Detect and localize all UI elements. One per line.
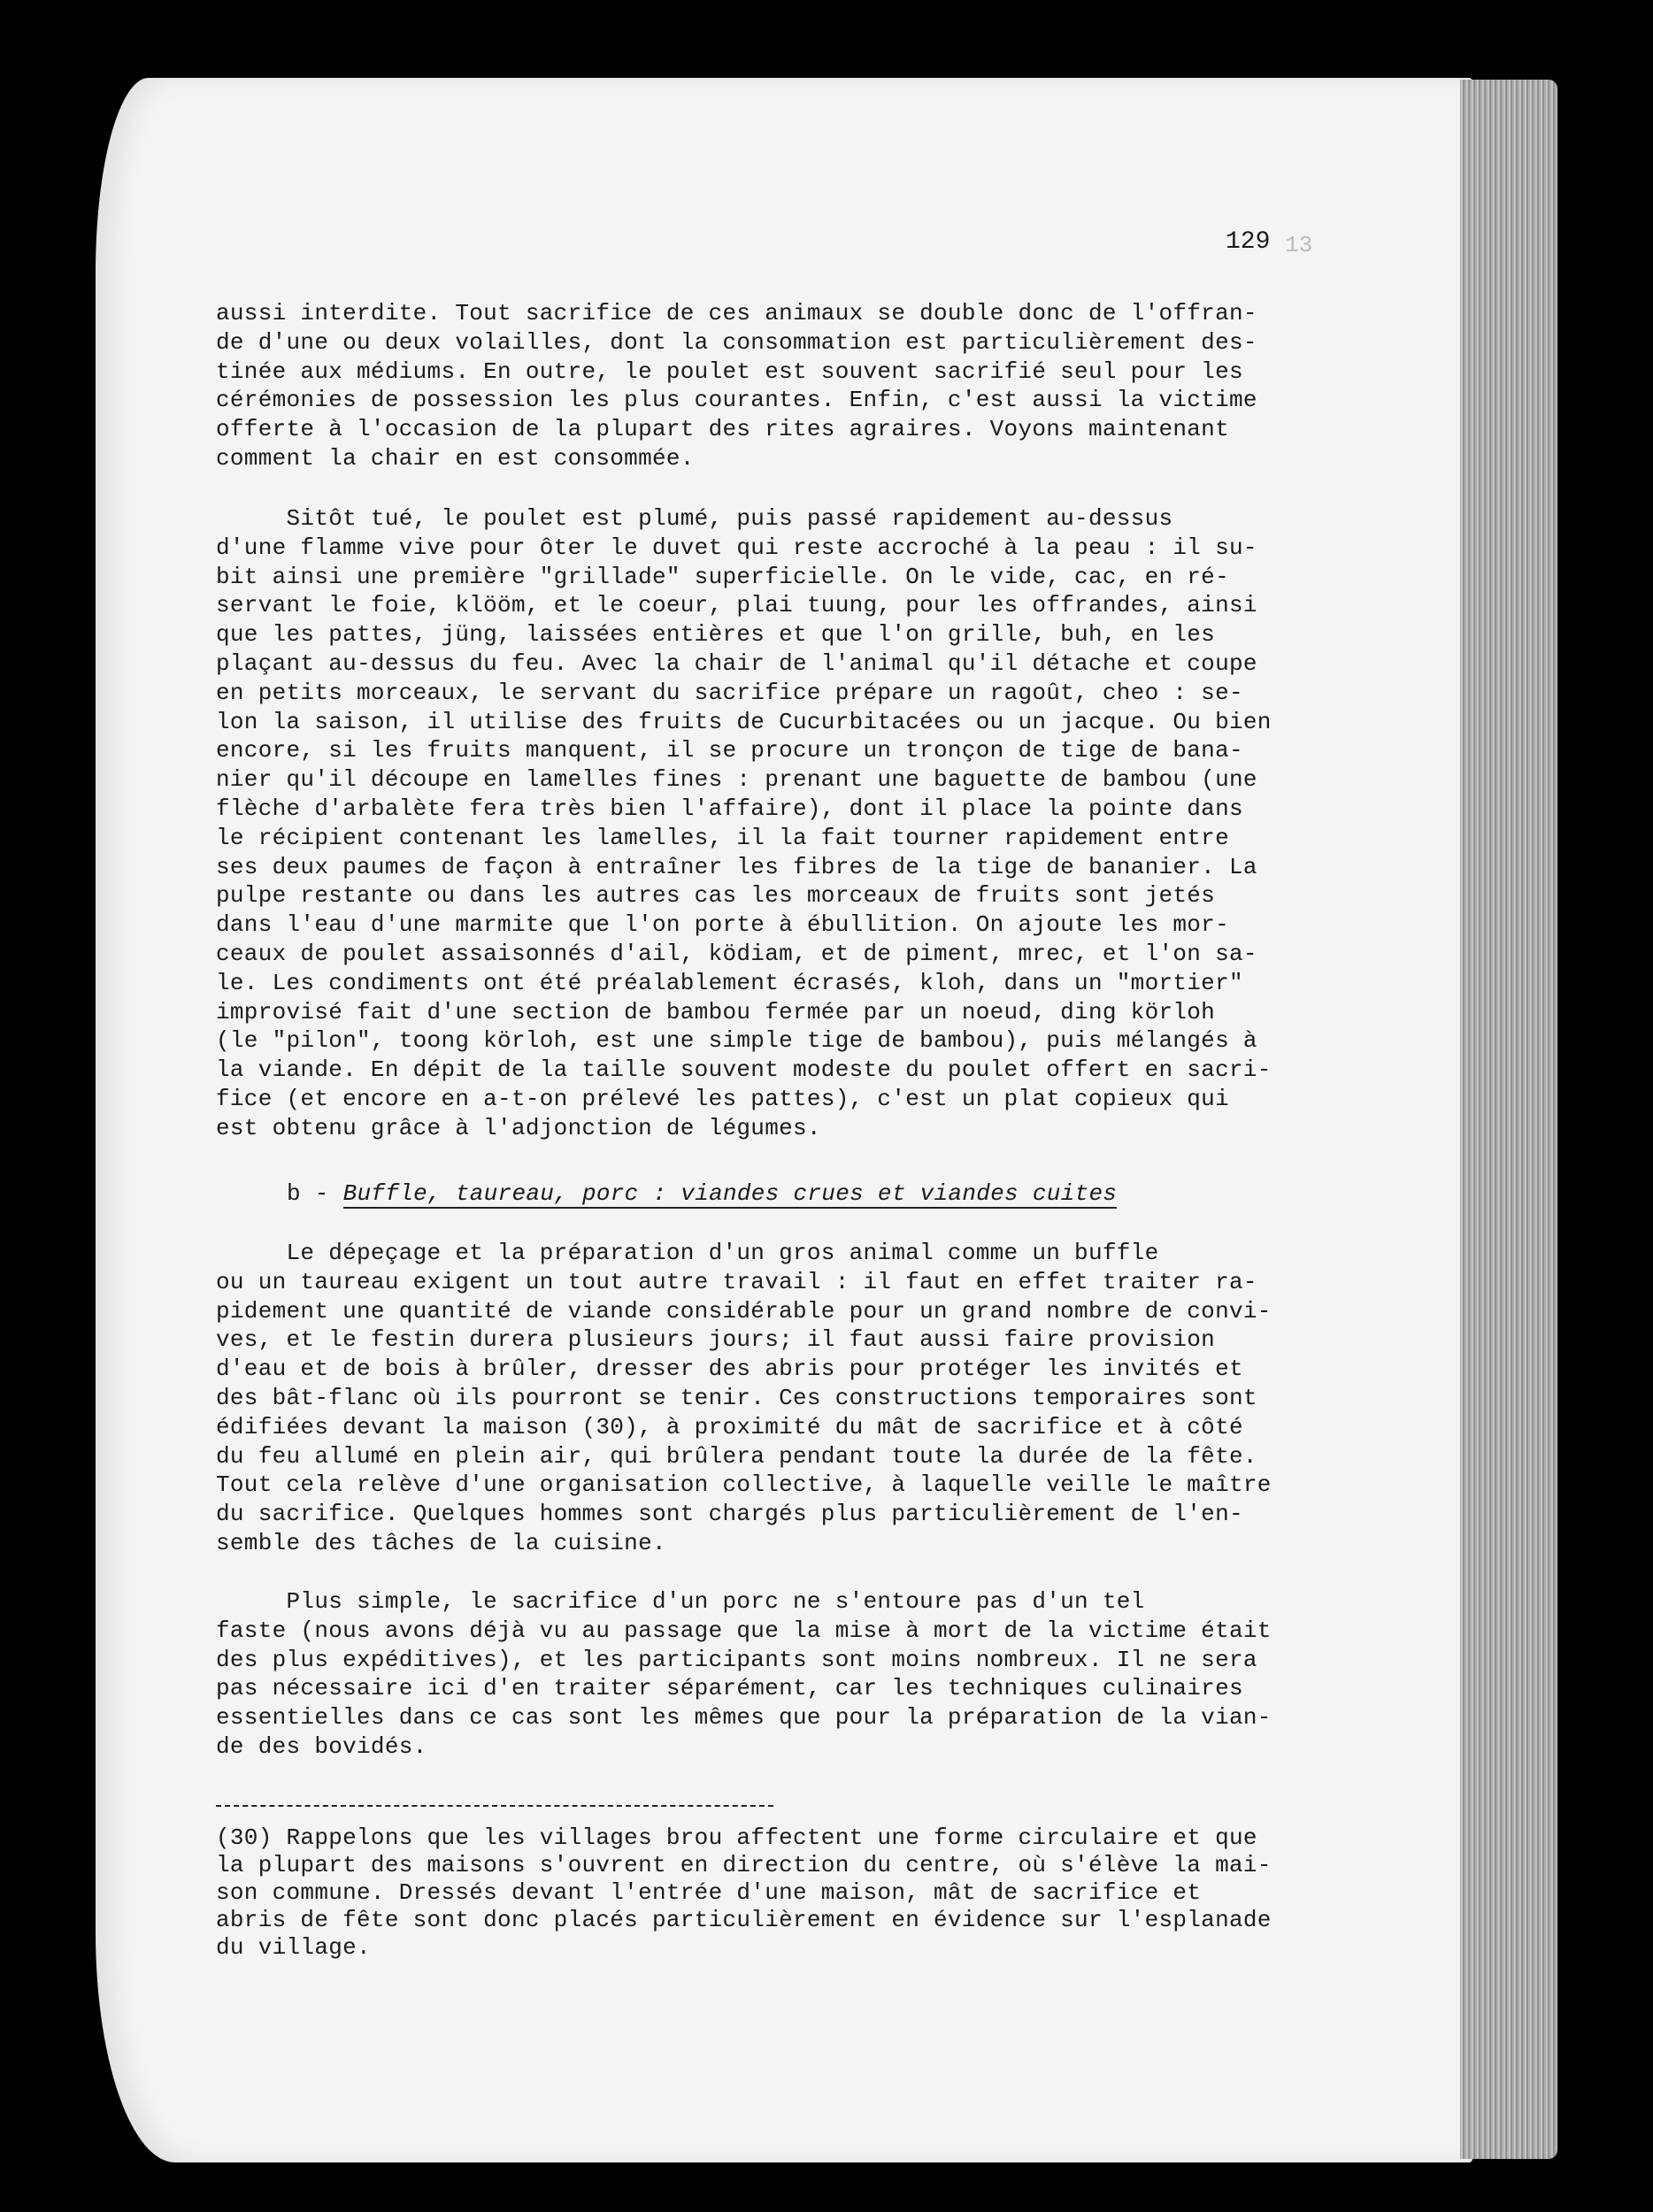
text-line: d'une flamme vive pour ôter le duvet qui reste accroché à la peau : il su- <box>216 534 1257 561</box>
text-line: Le dépeçage et la préparation d'un gros animal comme un buffle <box>216 1240 1159 1266</box>
text-line: servant le foie, klööm, et le coeur, plai tuung, pour les offrandes, ainsi <box>216 592 1257 619</box>
text-line: fice (et encore en a-t-on prélevé les pattes), c'est un plat copieux qui <box>216 1085 1229 1112</box>
text-line: tinée aux médiums. En outre, le poulet est souvent sacrifié seul pour les <box>216 357 1243 385</box>
text-line: pas nécessaire ici d'en traiter séparément, car les techniques culinaires <box>216 1675 1243 1702</box>
text-line: comment la chair en est consommée. <box>216 444 695 472</box>
page-number: 129 <box>1226 228 1271 256</box>
text-line: (le "pilon", toong körloh, est une simple tige de bambou), puis mélangés à <box>216 1027 1257 1055</box>
text-line: d'eau et de bois à brûler, dresser des abris pour protéger les invités et <box>216 1356 1243 1383</box>
text-line: Tout cela relève d'une organisation collective, à laquelle veille le maître <box>216 1471 1272 1499</box>
text-line: est obtenu grâce à l'adjonction de légumes. <box>216 1114 821 1141</box>
text-line: le. Les condiments ont été préalablement écrasés, kloh, dans un "mortier" <box>216 969 1243 996</box>
text-line: le récipient contenant les lamelles, il la fait tourner rapidement entre <box>216 824 1229 851</box>
text-line: ceaux de poulet assaisonnés d'ail, ködiam, et de piment, mrec, et l'on sa- <box>216 940 1257 967</box>
section-heading <box>287 1179 1117 1209</box>
text-line: son commune. Dressés devant l'entrée d'une maison, mât de sacrifice et <box>216 1879 1202 1906</box>
paragraph-4 <box>216 1587 1313 1762</box>
text-line: pulpe restante ou dans les autres cas les morceaux de fruits sont jetés <box>216 882 1216 910</box>
text-line: Plus simple, le sacrifice d'un porc ne s'entoure pas d'un tel <box>216 1588 1145 1615</box>
text-line: cérémonies de possession les plus courantes. Enfin, c'est aussi la victime <box>216 387 1257 414</box>
text-line: semble des tâches de la cuisine. <box>216 1529 666 1556</box>
paragraph-2 <box>216 504 1313 1143</box>
footnote-rule <box>216 1805 773 1807</box>
text-line: essentielles dans ce cas sont les mêmes que pour la préparation de la vian- <box>216 1704 1272 1732</box>
text-line: pidement une quantité de viande considérable pour un grand nombre de convi- <box>216 1297 1272 1325</box>
footnote <box>216 1824 1313 1962</box>
text-line: des plus expéditives), et les participants sont moins nombreux. Il ne sera <box>216 1646 1257 1673</box>
paragraph-1 <box>216 299 1313 473</box>
text-line: flèche d'arbalète fera très bien l'affaire), dont il place la pointe dans <box>216 795 1243 822</box>
text-line: en petits morceaux, le servant du sacrifice prépare un ragoût, cheo : se- <box>216 679 1243 706</box>
text-line: (30) Rappelons que les villages brou affectent une forme circulaire et que <box>216 1824 1257 1851</box>
paragraph-3 <box>216 1239 1313 1558</box>
text-line: du sacrifice. Quelques hommes sont chargés plus particulièrement de l'en- <box>216 1501 1243 1528</box>
text-line: du feu allumé en plein air, qui brûlera pendant toute la durée de la fête. <box>216 1442 1257 1470</box>
text-line: des bât-flanc où ils pourront se tenir. Ces constructions temporaires sont <box>216 1384 1257 1411</box>
text-line: aussi interdite. Tout sacrifice de ces animaux se double donc de l'offran- <box>216 300 1257 326</box>
text-line: plaçant au-dessus du feu. Avec la chair de l'animal qu'il détache et coupe <box>216 649 1257 677</box>
text-line: édifiées devant la maison (30), à proximité du mât de sacrifice et à côté <box>216 1413 1243 1440</box>
text-line: abris de fête sont donc placés particulièrement en évidence sur l'esplanade <box>216 1907 1272 1933</box>
ghost-page-number: 13 <box>1285 232 1313 258</box>
section-heading-lead: b - <box>287 1180 343 1207</box>
text-line: la plupart des maisons s'ouvrent en direction du centre, où s'élève la mai- <box>216 1852 1272 1878</box>
page-edges <box>1460 80 1557 2159</box>
text-line: ves, et le festin durera plusieurs jours; il faut aussi faire provision <box>216 1326 1216 1354</box>
text-line: offerte à l'occasion de la plupart des rites agraires. Voyons maintenant <box>216 416 1229 443</box>
text-line: faste (nous avons déjà vu au passage que la mise à mort de la victime était <box>216 1617 1272 1644</box>
text-line: Sitôt tué, le poulet est plumé, puis passé rapidement au-dessus <box>216 505 1173 532</box>
text-line: de d'une ou deux volailles, dont la consommation est particulièrement des- <box>216 328 1257 356</box>
text-line: nier qu'il découpe en lamelles fines : prenant une baguette de bambou (une <box>216 766 1257 794</box>
text-line: improvisé fait d'une section de bambou fermée par un noeud, ding körloh <box>216 998 1216 1025</box>
text-line: lon la saison, il utilise des fruits de Cucurbitacées ou un jacque. Ou bien <box>216 708 1272 735</box>
text-line: bit ainsi une première "grillade" superficielle. On le vide, cac, en ré- <box>216 563 1229 590</box>
text-line: de des bovidés. <box>216 1732 427 1760</box>
text-line: que les pattes, jüng, laissées entières et que l'on grille, buh, en les <box>216 621 1216 649</box>
text-line: ses deux paumes de façon à entraîner les fibres de la tige de bananier. La <box>216 853 1257 880</box>
text-line: la viande. En dépit de la taille souvent modeste du poulet offert en sacri- <box>216 1056 1272 1084</box>
text-line: du village. <box>216 1934 371 1961</box>
text-line: ou un taureau exigent un tout autre travail : il faut en effet traiter ra- <box>216 1268 1257 1295</box>
text-line: encore, si les fruits manquent, il se procure un tronçon de tige de bana- <box>216 737 1243 764</box>
text-line: dans l'eau d'une marmite que l'on porte à ébullition. On ajoute les mor- <box>216 911 1229 939</box>
section-heading-title: Buffle, taureau, porc : viandes crues et viandes cuites <box>342 1180 1118 1207</box>
